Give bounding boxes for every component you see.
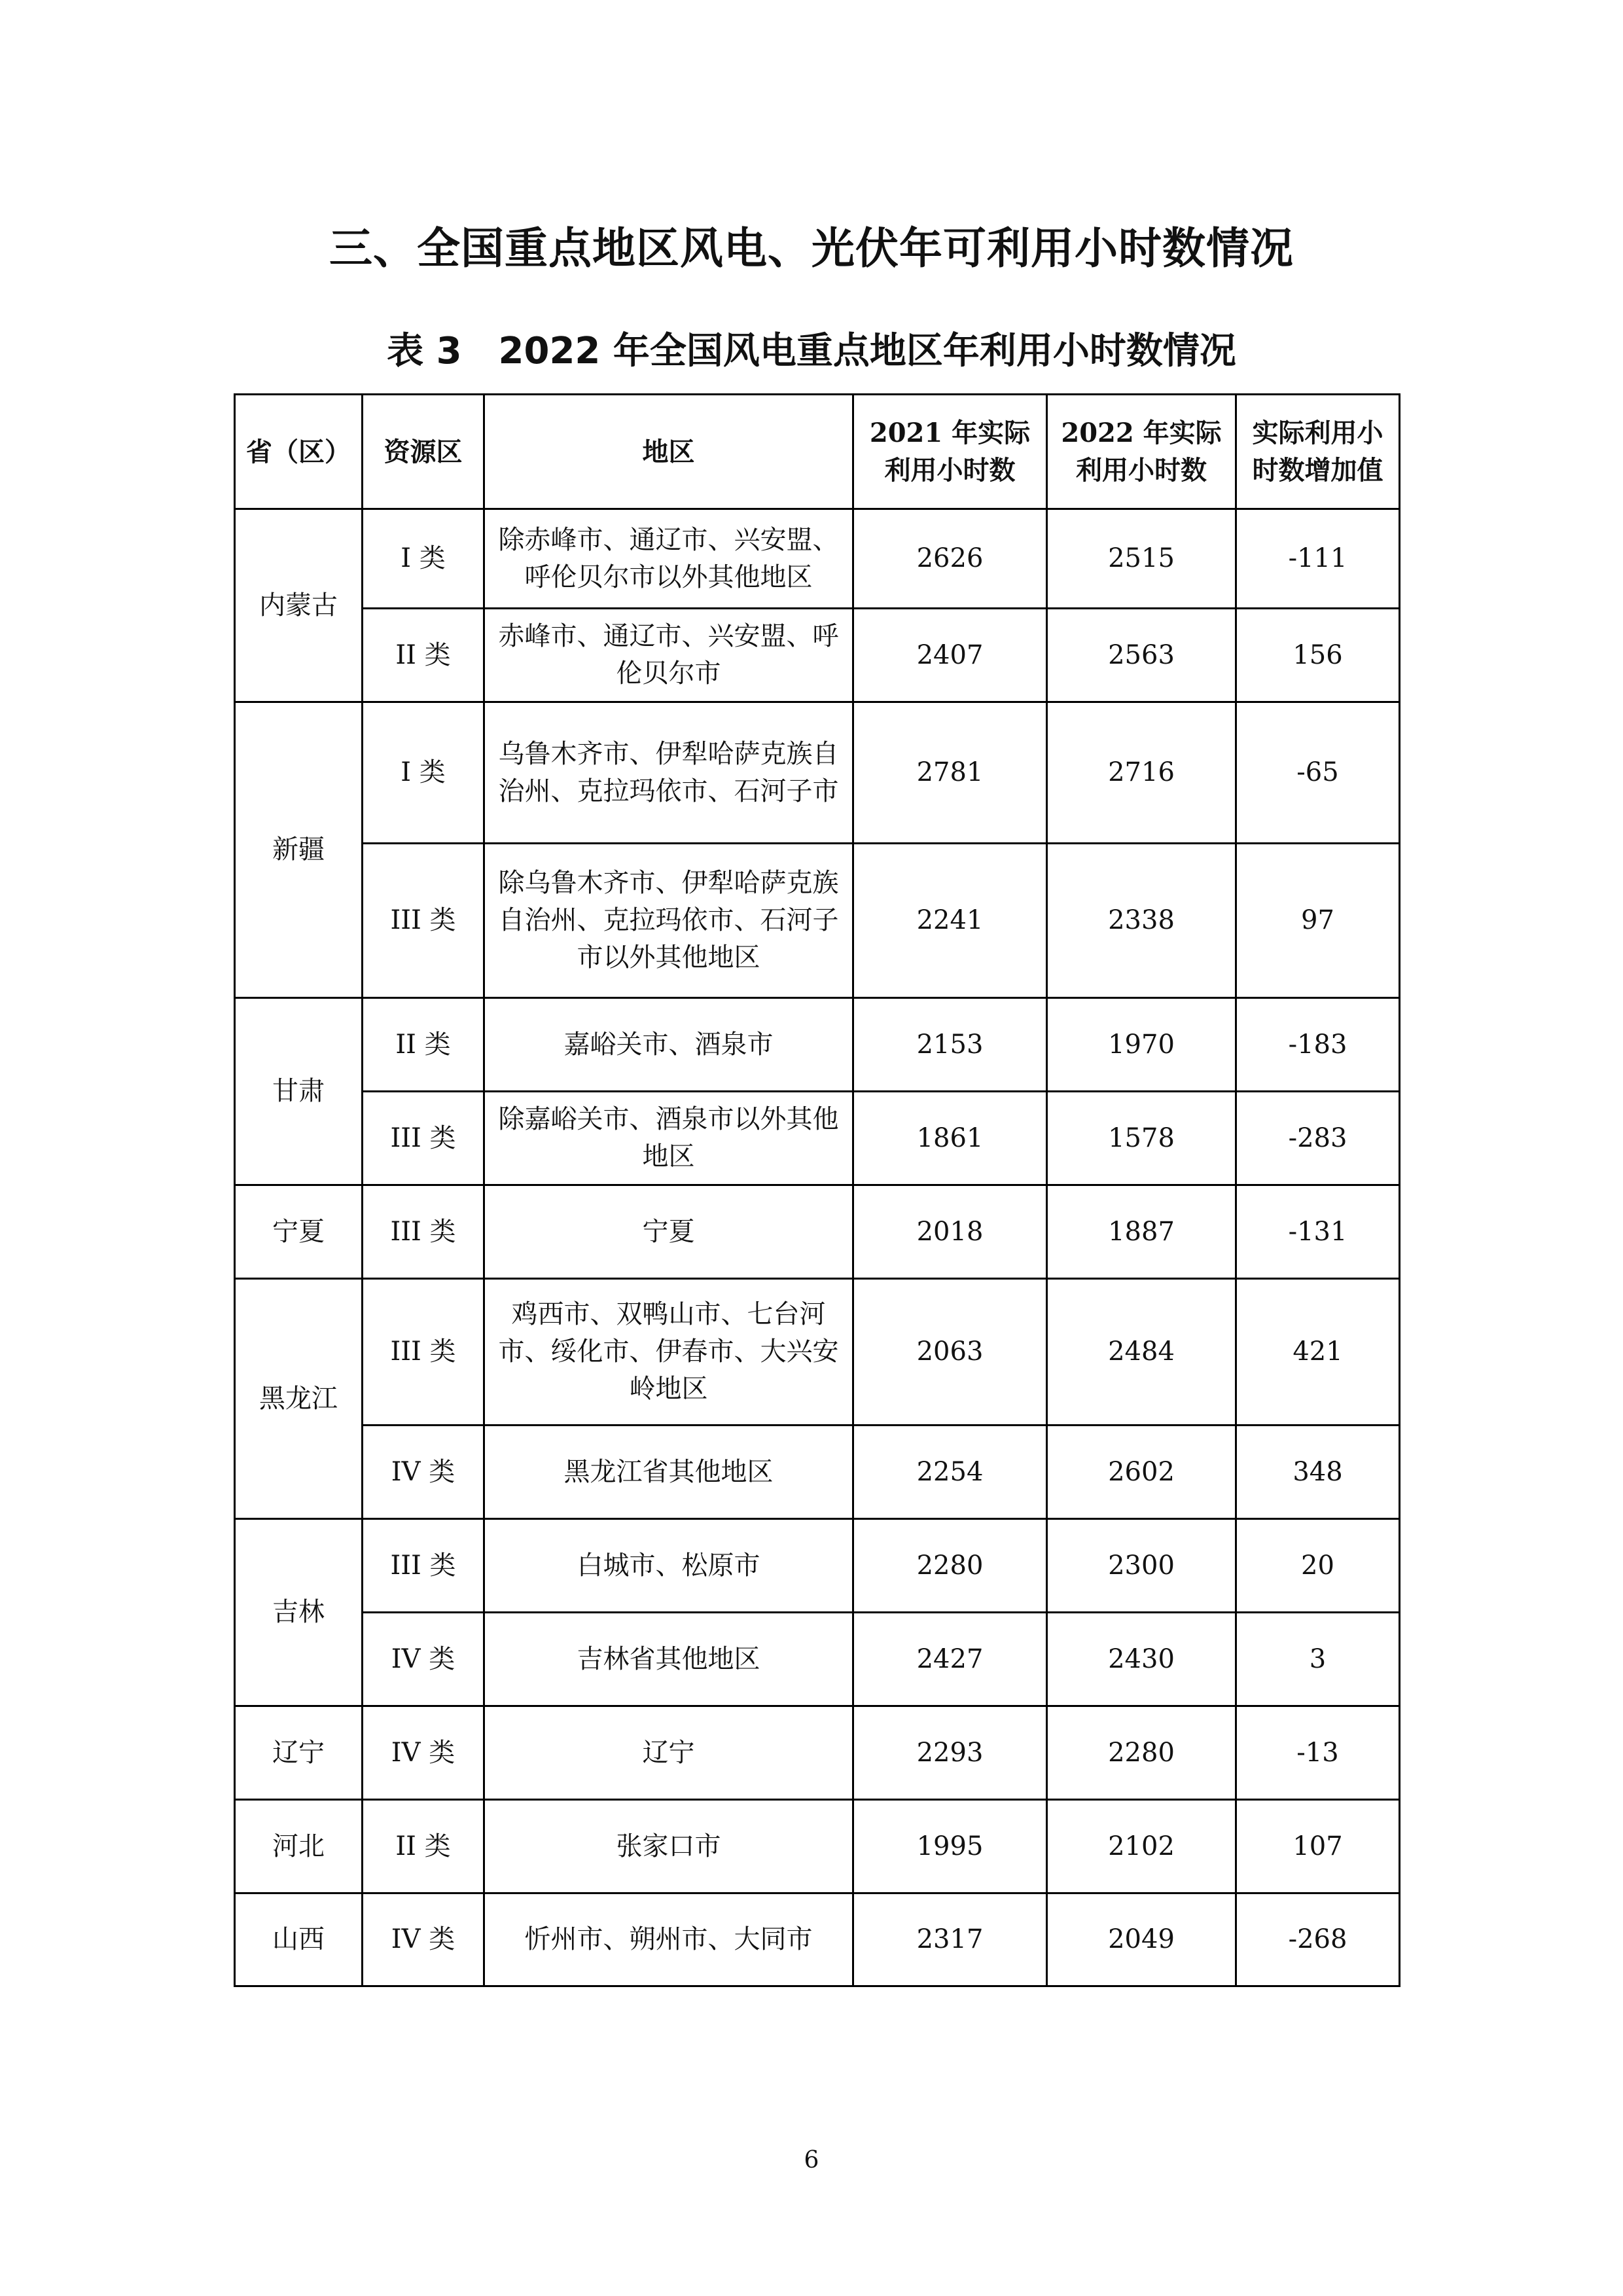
province-cell: 山西 [235, 1893, 363, 1986]
hours-2021-cell: 2407 [853, 609, 1047, 702]
hours-2022-cell: 1970 [1047, 998, 1236, 1092]
province-cell: 河北 [235, 1800, 363, 1893]
area-cell: 除赤峰市、通辽市、兴安盟、呼伦贝尔市以外其他地区 [484, 509, 853, 609]
zone-cell: III 类 [363, 1092, 484, 1185]
increase-cell: 20 [1236, 1519, 1400, 1613]
hours-2022-cell: 2430 [1047, 1613, 1236, 1706]
table-header-row [235, 395, 1400, 509]
hours-2021-cell: 2427 [853, 1613, 1047, 1706]
increase-cell: 3 [1236, 1613, 1400, 1706]
province-cell: 辽宁 [235, 1706, 363, 1800]
zone-cell: III 类 [363, 844, 484, 998]
increase-cell: -131 [1236, 1185, 1400, 1279]
zone-cell: III 类 [363, 1185, 484, 1279]
table-row [235, 609, 1400, 702]
table-row [235, 998, 1400, 1092]
section-heading: 三、全国重点地区风电、光伏年可利用小时数情况 [329, 223, 1294, 274]
hours-2021-cell: 2280 [853, 1519, 1047, 1613]
table-row [235, 702, 1400, 844]
hours-2022-cell: 2484 [1047, 1279, 1236, 1426]
hours-2022-cell: 2716 [1047, 702, 1236, 844]
area-cell: 乌鲁木齐市、伊犁哈萨克族自治州、克拉玛依市、石河子市 [484, 702, 853, 844]
zone-cell: I 类 [363, 509, 484, 609]
area-cell: 忻州市、朔州市、大同市 [484, 1893, 853, 1986]
table-row [235, 1426, 1400, 1519]
increase-cell: -65 [1236, 702, 1400, 844]
wind-hours-table [234, 393, 1400, 1987]
increase-cell: -111 [1236, 509, 1400, 609]
area-cell: 白城市、松原市 [484, 1519, 853, 1613]
area-cell: 张家口市 [484, 1800, 853, 1893]
increase-cell: 156 [1236, 609, 1400, 702]
hours-2022-cell: 1887 [1047, 1185, 1236, 1279]
area-cell: 黑龙江省其他地区 [484, 1426, 853, 1519]
area-cell: 鸡西市、双鸭山市、七台河市、绥化市、伊春市、大兴安岭地区 [484, 1279, 853, 1426]
header-hours-2022: 2022 年实际利用小时数 [1047, 395, 1236, 509]
header-hours-increase: 实际利用小时数增加值 [1236, 395, 1400, 509]
table-row [235, 1800, 1400, 1893]
zone-cell: IV 类 [363, 1706, 484, 1800]
page-number: 6 [804, 2147, 819, 2174]
table-row [235, 1893, 1400, 1986]
increase-cell: 107 [1236, 1800, 1400, 1893]
hours-2022-cell: 2563 [1047, 609, 1236, 702]
hours-2021-cell: 2293 [853, 1706, 1047, 1800]
increase-cell: 97 [1236, 844, 1400, 998]
header-province: 省（区） [235, 395, 363, 509]
area-cell: 嘉峪关市、酒泉市 [484, 998, 853, 1092]
province-cell: 黑龙江 [235, 1279, 363, 1519]
zone-cell: IV 类 [363, 1426, 484, 1519]
hours-2022-cell: 2049 [1047, 1893, 1236, 1986]
zone-cell: IV 类 [363, 1613, 484, 1706]
header-hours-2021: 2021 年实际利用小时数 [853, 395, 1047, 509]
increase-cell: -183 [1236, 998, 1400, 1092]
hours-2022-cell: 2602 [1047, 1426, 1236, 1519]
increase-cell: 421 [1236, 1279, 1400, 1426]
hours-2021-cell: 2781 [853, 702, 1047, 844]
hours-2022-cell: 2515 [1047, 509, 1236, 609]
table-row [235, 1613, 1400, 1706]
table-row [235, 844, 1400, 998]
table-row [235, 1706, 1400, 1800]
area-cell: 辽宁 [484, 1706, 853, 1800]
province-cell: 新疆 [235, 702, 363, 998]
increase-cell: -13 [1236, 1706, 1400, 1800]
increase-cell: -283 [1236, 1092, 1400, 1185]
table-row [235, 1185, 1400, 1279]
hours-2021-cell: 2317 [853, 1893, 1047, 1986]
hours-2021-cell: 2626 [853, 509, 1047, 609]
province-cell: 宁夏 [235, 1185, 363, 1279]
hours-2022-cell: 2102 [1047, 1800, 1236, 1893]
hours-2021-cell: 2063 [853, 1279, 1047, 1426]
area-cell: 赤峰市、通辽市、兴安盟、呼伦贝尔市 [484, 609, 853, 702]
header-resource-zone: 资源区 [363, 395, 484, 509]
increase-cell: 348 [1236, 1426, 1400, 1519]
hours-2022-cell: 1578 [1047, 1092, 1236, 1185]
hours-2021-cell: 2153 [853, 998, 1047, 1092]
zone-cell: II 类 [363, 998, 484, 1092]
header-area: 地区 [484, 395, 853, 509]
province-cell: 甘肃 [235, 998, 363, 1185]
zone-cell: III 类 [363, 1519, 484, 1613]
area-cell: 除嘉峪关市、酒泉市以外其他地区 [484, 1092, 853, 1185]
province-cell: 吉林 [235, 1519, 363, 1706]
table-row [235, 1279, 1400, 1426]
table-row [235, 509, 1400, 609]
table-row [235, 1519, 1400, 1613]
hours-2022-cell: 2280 [1047, 1706, 1236, 1800]
area-cell: 除乌鲁木齐市、伊犁哈萨克族自治州、克拉玛依市、石河子市以外其他地区 [484, 844, 853, 998]
table-caption: 表 3 2022 年全国风电重点地区年利用小时数情况 [387, 330, 1236, 372]
hours-2021-cell: 2018 [853, 1185, 1047, 1279]
zone-cell: IV 类 [363, 1893, 484, 1986]
area-cell: 宁夏 [484, 1185, 853, 1279]
table-row [235, 1092, 1400, 1185]
hours-2021-cell: 1995 [853, 1800, 1047, 1893]
zone-cell: III 类 [363, 1279, 484, 1426]
zone-cell: II 类 [363, 609, 484, 702]
province-cell: 内蒙古 [235, 509, 363, 702]
hours-2022-cell: 2338 [1047, 844, 1236, 998]
zone-cell: II 类 [363, 1800, 484, 1893]
increase-cell: -268 [1236, 1893, 1400, 1986]
zone-cell: I 类 [363, 702, 484, 844]
hours-2021-cell: 1861 [853, 1092, 1047, 1185]
hours-2022-cell: 2300 [1047, 1519, 1236, 1613]
area-cell: 吉林省其他地区 [484, 1613, 853, 1706]
hours-2021-cell: 2241 [853, 844, 1047, 998]
hours-2021-cell: 2254 [853, 1426, 1047, 1519]
